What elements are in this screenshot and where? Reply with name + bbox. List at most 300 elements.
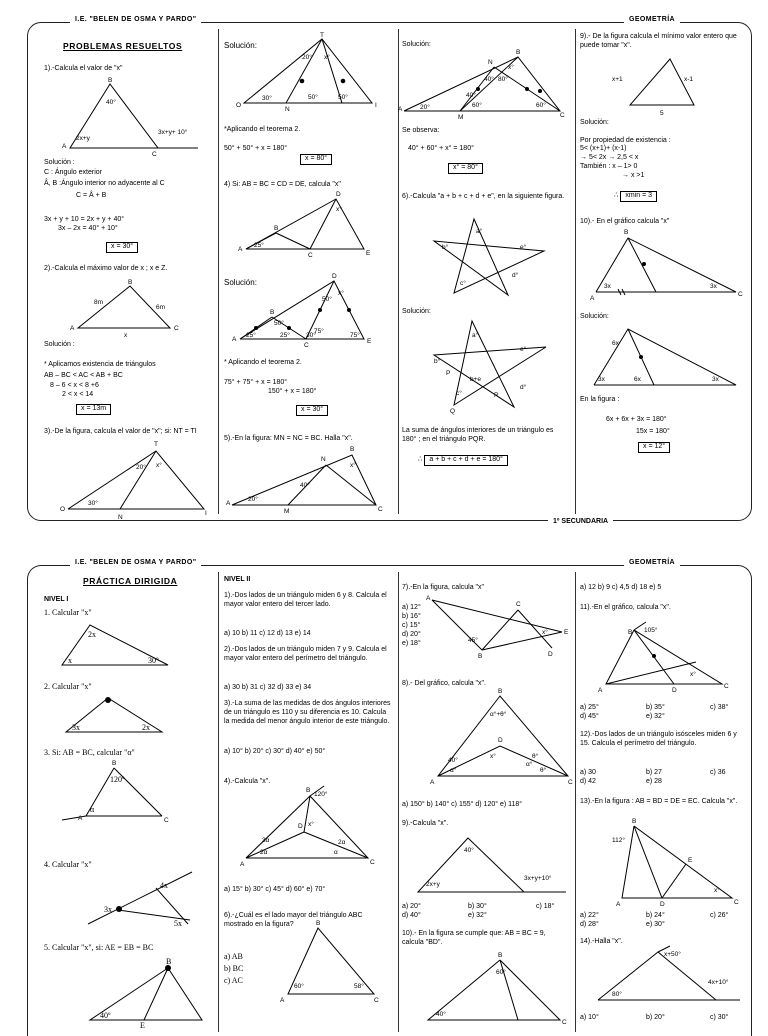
figure-label: 2x [88,630,96,639]
solution-label: Solución : [44,159,75,166]
problem-10-figure [588,228,743,302]
solution-figure [588,323,743,391]
problem-1-question: 1).-Calcula el valor de "x" [44,65,123,72]
figure-label: A [238,246,243,253]
figure-label: D [336,191,341,198]
answer-box: x = 30° [296,405,328,416]
figure-label: 40° [448,757,458,764]
angle-label: 2x+y [76,135,90,142]
figure-label: E [366,250,371,257]
figure-label: 3x+y+10° [524,875,552,882]
figure-label: D [298,823,303,830]
figure-label: x° [508,64,514,71]
question-9-option: a) 20° [402,903,421,910]
problem-9-question: 9).- De la figura calcula el mínimo valor entero que puede tomar "x". [580,33,737,49]
figure-label: α [90,805,95,814]
question-12-option: a) 30 [580,769,596,776]
question-12-option: d) 42 [580,778,596,785]
figure-label: E [688,857,693,864]
figure-label: a° [476,228,483,235]
figure-label: α°+θ° [490,711,507,718]
figure-label: C [304,342,309,349]
figure-label: α° [526,761,533,768]
figure-label: C [378,506,383,513]
question-1-options: a) 10 b) 11 c) 12 d) 13 e) 14 [224,630,311,637]
exercise-5-figure [72,958,202,1028]
solution-line: Se observa: [402,127,440,134]
figure-label: 3x [598,376,605,383]
question-3-options: a) 10° b) 20° c) 30° d) 40° e) 50° [224,748,326,755]
figure-label: 60° [536,102,546,109]
figure-label: R [494,392,499,399]
section-title: PRÁCTICA DIRIGIDA [83,576,178,586]
figure-label: 60° [496,969,506,976]
solution-label: Solución: [580,313,609,320]
figure-label: x° [308,821,314,828]
figure-label: 2x+y [426,881,440,888]
figure-label: 25° [254,242,264,249]
question-13-option: d) 28° [580,921,599,928]
equation-line: 3x – 2x = 40° + 10° [58,225,118,232]
solution-label: Solución: [224,278,257,287]
vertex-label: A [62,143,67,150]
question-6-option: b) BC [224,964,244,973]
question-11-option: d) 45° [580,713,599,720]
answer-box: x = 80° [300,154,332,165]
solution-line: * Aplicamos existencia de triángulos [44,361,156,368]
figure-label: C [370,859,375,866]
question-11-option: a) 25° [580,704,599,711]
question-11: 11).-En el gráfico, calcula "x". [580,604,671,611]
worksheet-page-2 [27,559,752,1036]
figure-label: N [285,106,290,113]
vertex-label: N [118,514,123,521]
figure-label: D [332,273,337,280]
problem-10-question: 10).- En el gráfico calcula "x" [580,218,670,225]
problem-5-figure [226,443,391,513]
figure-label: 30° [262,95,272,102]
figure-label: I [375,102,377,109]
question-9-option: c) 18° [536,903,555,910]
problem-9-figure [604,53,714,117]
figure-label: θ° [540,767,547,774]
figure-label: e° [520,244,527,251]
solution-line: La suma de ángulos interiores de un triángulo es 180° ; en el triángulo PQR. [402,427,554,443]
solution-line: * Aplicando el teorema 2. [224,359,302,366]
figure-label: c° [456,390,462,397]
figure-label: E [367,338,372,345]
figure-label: 20° [420,104,430,111]
question-7-figure [426,595,571,660]
figure-label: 6x [634,376,641,383]
question-14-option: c) 30° [710,1014,729,1021]
question-7-option: a) 12° [402,604,421,611]
question-10-options: a) 12 b) 9 c) 4,5 d) 18 e) 5 [580,584,662,591]
figure-label: D [672,687,677,694]
side-label: x [124,332,128,339]
solution-line: AB – BC < AC < AB + BC [44,372,123,379]
figure-label: 3x [104,905,112,914]
figure-label: 50° [308,94,318,101]
question-11-option: b) 35° [646,704,665,711]
figure-label: x° [714,887,720,894]
solution-figure [236,33,386,113]
solution-line: → 5< 2x → 2,5 < x [580,154,639,161]
question-6-figure [278,922,388,1002]
figure-label: 40° [484,76,494,83]
question-6: 6).-¿Cuál es el lado mayor del triángulo ABC mostrado en la figura? [224,912,363,928]
figure-label: x+1 [612,76,623,83]
column-divider [218,572,219,1032]
figure-label: B [166,957,172,966]
question-4-options: a) 15° b) 30° c) 45° d) 60° e) 70° [224,886,326,893]
figure-label: 30° [306,332,316,339]
question-11-figure [588,622,738,692]
solution-line: Por propiedad de existencia : [580,137,671,144]
figure-label: x° [350,462,356,469]
problem-3-figure [50,441,215,521]
figure-label: b° [434,358,441,365]
answer-box: ∴ xmin = 3 [614,191,657,202]
figure-label: 4x+10° [708,979,729,986]
equation-line: 6x + 6x + 3x = 180° [606,416,667,423]
figure-label: Q [450,408,456,415]
exercise-3-figure [62,760,187,822]
question-12-option: b) 27 [646,769,662,776]
figure-label: 75° [314,328,324,335]
star-figure [416,315,566,415]
vertex-label: I [205,510,207,517]
vertex-label: C [152,151,157,158]
column-divider [218,29,219,514]
question-13-option: c) 26° [710,912,729,919]
answer-box: x° = 80° [448,163,483,174]
figure-label: B [624,229,629,236]
figure-label: x° [324,54,330,61]
vertex-label: B [108,77,113,84]
question-13-figure [588,820,738,906]
answer-box: x = 12° [638,442,670,453]
figure-label: 112° [612,837,625,844]
question-10: 10).- En la figura se cumple que: AB = BC = 9, calcula "BD". [402,930,546,946]
figure-label: 45° [468,637,478,644]
question-14-option: b) 20° [646,1014,665,1021]
figure-label: 6x [612,340,619,347]
problem-3-question: 3).-De la figura, calcula el valor de "x"; si: NT = TI [44,428,197,435]
column-divider [398,29,399,514]
figure-label: 20° [248,496,258,503]
question-7-option: e) 18° [402,640,421,647]
figure-label: 40° [436,1011,446,1018]
question-7-option: d) 20° [402,631,421,638]
figure-label: 30º [148,656,159,665]
solution-line: C = Â + B [76,192,107,199]
answer-box: x = 13m [76,404,111,415]
angle-label: 40° [106,99,116,106]
figure-label: 3x [72,723,80,732]
figure-label: x° [490,753,496,760]
figure-label: C [734,899,739,906]
angle-label: x° [156,462,162,469]
solution-label: Solución: [224,41,257,50]
figure-label: d° [512,272,519,279]
question-14: 14).-Halla "x". [580,938,623,945]
figure-label: 80° [498,76,508,83]
question-11-option: c) 38° [710,704,729,711]
figure-label: C [724,683,729,690]
figure-label: B [274,225,279,232]
figure-label: 4x [160,881,168,890]
angle-label: 30° [88,500,98,507]
question-2: 2).-Dos lados de un triángulo miden 7 y 9. Calcula el mayor valor entero del perímetro del triángulo. [224,646,387,662]
solution-label: Solución: [402,308,431,315]
figure-label: x [68,656,72,665]
question-4-figure [238,786,388,866]
problem-5-question: 5).-En la figura: MN = NC = BC. Halla "x". [224,435,353,442]
question-8-figure [428,688,573,788]
figure-label: D [498,737,503,744]
figure-label: 60° [294,983,304,990]
figure-label: M [284,508,290,515]
figure-label: B [112,760,117,767]
school-name: I.E. "BELEN DE OSMA Y PARDO" [70,16,201,23]
figure-label: B [316,920,321,927]
figure-label: A [398,106,403,113]
figure-label: 40° [464,847,474,854]
figure-label: A [598,687,603,694]
figure-label: D [660,901,665,908]
figure-label: α° [450,767,457,774]
equation-line: 15x = 180° [636,428,670,435]
question-7: 7).-En la figura, calcula "x" [402,584,485,591]
figure-label: 75° [350,332,360,339]
solution-line: 5< (x+1)+ (x-1) [580,145,627,152]
question-9-figure [406,834,571,900]
figure-label: x° [338,290,344,297]
equation-line: 40° + 60° + x° = 180° [408,145,474,152]
solution-label: Solución : [44,341,75,348]
figure-label: A [78,815,83,822]
exercise-3: 3. Si: AB = BC, calcular "α" [44,748,135,757]
question-12-option: e) 28 [646,778,662,785]
figure-label: B [628,629,633,636]
column-divider [575,572,576,1032]
figure-label: B [478,653,483,660]
question-6-option: c) AC [224,976,243,985]
figure-label: 2x [142,723,150,732]
vertex-label: B [128,279,133,286]
figure-label: C [516,601,521,608]
question-1: 1).-Dos lados de un triángulo miden 6 y 8. Calcula el mayor valor entero del tercer lado. [224,592,387,608]
vertex-label: O [60,506,66,513]
figure-label: C [560,112,565,119]
figure-label: B [350,446,355,453]
question-13-option: b) 24° [646,912,665,919]
question-13-option: e) 30° [646,921,665,928]
question-9: 9).-Calcula "x". [402,820,449,827]
solution-line: 2 < x < 14 [62,391,94,398]
figure-label: 3x [712,376,719,383]
problem-2-figure [68,280,198,340]
figure-label: c° [460,280,466,287]
question-3: 3).-La suma de las medidas de dos ángulos interiores de un triángulo es 110 y su diferencia es 10. Calcula la medida del menor ángulo interior de este triángulo. [224,700,391,725]
figure-label: θ° [532,753,539,760]
figure-label: 2α [260,849,268,856]
problem-2-question: 2).-Calcula el máximo valor de x ; x e Z. [44,265,168,272]
figure-label: 25° [246,332,256,339]
figure-label: T [320,32,324,39]
figure-label: d° [520,384,527,391]
question-8-options: a) 150° b) 140° c) 155° d) 120° e) 118° [402,801,523,808]
problem-6-question: 6).-Calcula "a + b + c + d + e", en la siguiente figura. [402,193,565,200]
figure-label: C [568,779,573,786]
solution-figure [232,273,387,348]
section-title: PROBLEMAS RESUELTOS [63,41,183,51]
figure-label: x-1 [684,76,694,83]
solution-line: → x >1 [622,172,645,179]
solution-line: C : Ángulo exterior [44,169,102,176]
figure-label: A [226,500,231,507]
figure-label: A [232,336,237,343]
angle-label: 20° [136,464,146,471]
question-8: 8).- Del gráfico, calcula "x". [402,680,486,687]
figure-label: A [430,779,435,786]
question-9-option: e) 32° [468,912,487,919]
solution-line: Â, B :Ángulo interior no adyacente al C [44,180,165,187]
question-4: 4).-Calcula "x". [224,778,271,785]
star-figure [416,211,566,301]
figure-label: 50° [338,94,348,101]
vertex-label: C [174,325,179,332]
figure-label: 40° [300,482,310,489]
figure-label: E [564,629,569,636]
figure-label: 60° [472,102,482,109]
figure-label: x° [690,671,696,678]
problem-4-figure [236,193,386,258]
question-12-option: c) 36 [710,769,726,776]
column-divider [398,572,399,1032]
figure-label: 50° [322,296,332,303]
figure-label: a° [472,332,479,339]
figure-label: O [236,102,242,109]
figure-label: P [446,370,451,377]
exercise-2-figure [62,694,172,738]
level-label: NIVEL II [224,576,251,583]
figure-label: 58° [354,983,364,990]
figure-label: A [240,861,245,868]
figure-label: 40º [100,1011,111,1020]
figure-label: 5x [174,919,182,928]
figure-label: E [140,1021,145,1030]
grade-footer: 1º SECUNDARIA [548,518,613,525]
question-13: 13).-En la figura : AB = BD = DE = EC. Calcula "x". [580,798,738,805]
vertex-label: T [154,441,158,448]
figure-label: C [164,817,169,824]
question-2-options: a) 30 b) 31 c) 32 d) 33 e) 34 [224,684,312,691]
exercise-2: 2. Calcular "x" [44,682,92,691]
figure-label: 105° [644,627,658,634]
answer-box: ∴ a + b + c + d + e = 180° [418,455,508,466]
exercise-4-figure [88,868,198,928]
equation-line: 75° + 75° + x = 180° [224,379,288,386]
solution-figure [400,51,572,121]
figure-label: B [516,49,521,56]
figure-label: B [632,818,637,825]
figure-label: A [616,901,621,908]
figure-label: N [488,59,493,66]
figure-label: C [374,997,379,1004]
solution-label: Solución: [402,41,431,48]
worksheet-page-1 [27,16,752,525]
question-7-option: b) 16° [402,613,421,620]
figure-label: M [458,114,464,121]
level-label: NIVEL I [44,596,69,603]
solution-label: Solución: [580,119,609,126]
figure-label: 3x [604,283,611,290]
equation-line: 3x + y + 10 = 2x + y + 40° [44,216,125,223]
figure-label: B [270,309,275,316]
figure-label: N [321,456,326,463]
figure-label: 2α [338,839,346,846]
exercise-1-figure [58,621,178,671]
question-11-option: e) 32° [646,713,665,720]
angle-label: 3x+y+ 10° [158,129,188,136]
figure-label: B [498,688,503,695]
figure-label: A [590,295,595,302]
problem-1-figure [48,78,208,158]
figure-label: A [280,997,285,1004]
figure-label: 50° [274,320,284,327]
solution-line: 8 – 6 < x < 8 +6 [50,382,99,389]
solution-line: También : x – 1> 0 [580,163,638,170]
figure-label: B [306,787,311,794]
subject-name: GEOMETRÍA [624,16,680,23]
school-name: I.E. "BELEN DE OSMA Y PARDO" [70,559,201,566]
question-7-option: c) 15° [402,622,421,629]
side-label: 6m [156,304,166,311]
figure-label: 120° [314,791,328,798]
figure-label: b° [442,244,449,251]
figure-label: α [334,849,338,856]
solution-line: En la figura : [580,396,620,403]
figure-label: x° [336,206,342,213]
figure-label: C [308,252,313,259]
problem-4-question: 4) Si: AB = BC = CD = DE, calcula "x" [224,181,341,188]
solution-line: *Aplicando el teorema 2. [224,126,301,133]
exercise-1: 1. Calcular "x" [44,608,92,617]
figure-label: C [562,1019,567,1026]
question-9-option: d) 40° [402,912,421,919]
figure-label: B [498,952,503,959]
figure-label: 20° [302,54,312,61]
question-10-figure [410,954,570,1026]
figure-label: 25° [280,332,290,339]
question-6-option: a) AB [224,952,243,961]
figure-label: 5 [660,110,664,117]
figure-label: 80° [612,991,622,998]
figure-label: C [738,291,743,298]
figure-label: b+e [470,376,482,383]
question-14-figure [590,948,745,1004]
figure-label: x° [542,629,548,636]
question-13-option: a) 22° [580,912,599,919]
equation-line: 50° + 50° + x = 180° [224,145,288,152]
column-divider [575,29,576,514]
question-12: 12).-Dos lados de un triángulo isósceles miden 6 y 15. Calcula el perímetro del triángulo. [580,731,737,747]
figure-label: D [548,651,553,658]
side-label: 8m [94,299,104,306]
question-14-option: a) 10° [580,1014,599,1021]
